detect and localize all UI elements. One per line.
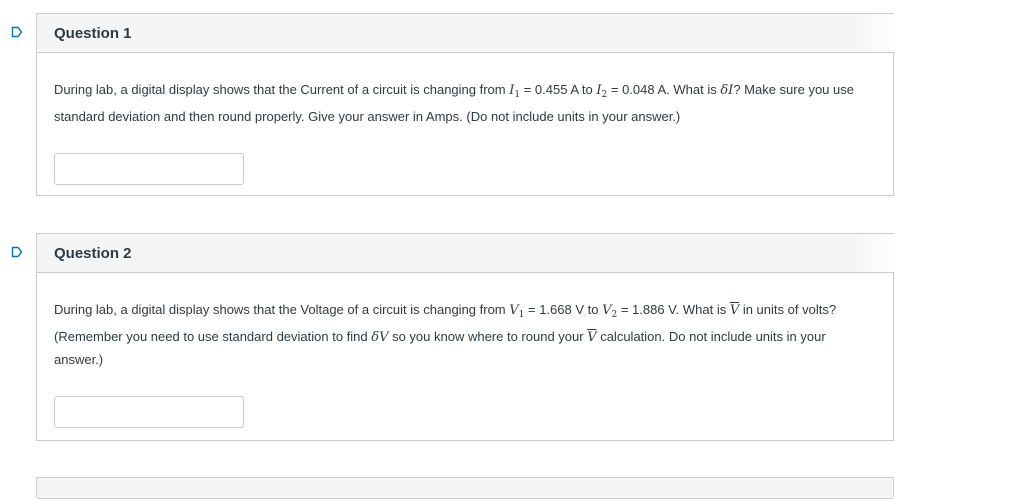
- question-2-answer-input[interactable]: [54, 396, 244, 428]
- flag-question-2-icon[interactable]: [10, 246, 24, 258]
- question-2-body: [37, 273, 893, 428]
- header-fade: [855, 234, 895, 272]
- flag-question-1-icon[interactable]: [10, 26, 24, 38]
- question-2: [36, 233, 894, 441]
- question-1-text: During lab, a digital display shows that the Current of a circuit is changing from $I_1 = 0.455$ A to $I_2 = 0.048$ A. What is δI? Make sure you use standard deviation and then round properly. Give your answer in Amps. (Do not include units in your answer.): [54, 82, 854, 124]
- header-fade: [855, 14, 895, 52]
- question-1-header: [37, 14, 893, 53]
- question-2-title: Question 2: [54, 244, 132, 262]
- question-1-body: [37, 53, 893, 185]
- question-2-header: [37, 234, 893, 273]
- question-1-answer-input[interactable]: [54, 153, 244, 185]
- question-1: [36, 13, 894, 196]
- question-2-text: During lab, a digital display shows that the Voltage of a circuit is changing from $V_1 = 1.668$ V to $V_2 = 1.886$ V. What is $\overline{V}$ in units of volts? (Remember you need to use standard deviation to find δV so you know where to round your $\overline{V}$ calculation. Do not include units in your answer.): [54, 302, 837, 367]
- question-3-header: [37, 478, 893, 499]
- question-3: [36, 477, 894, 497]
- question-1-title: Question 1: [54, 24, 132, 42]
